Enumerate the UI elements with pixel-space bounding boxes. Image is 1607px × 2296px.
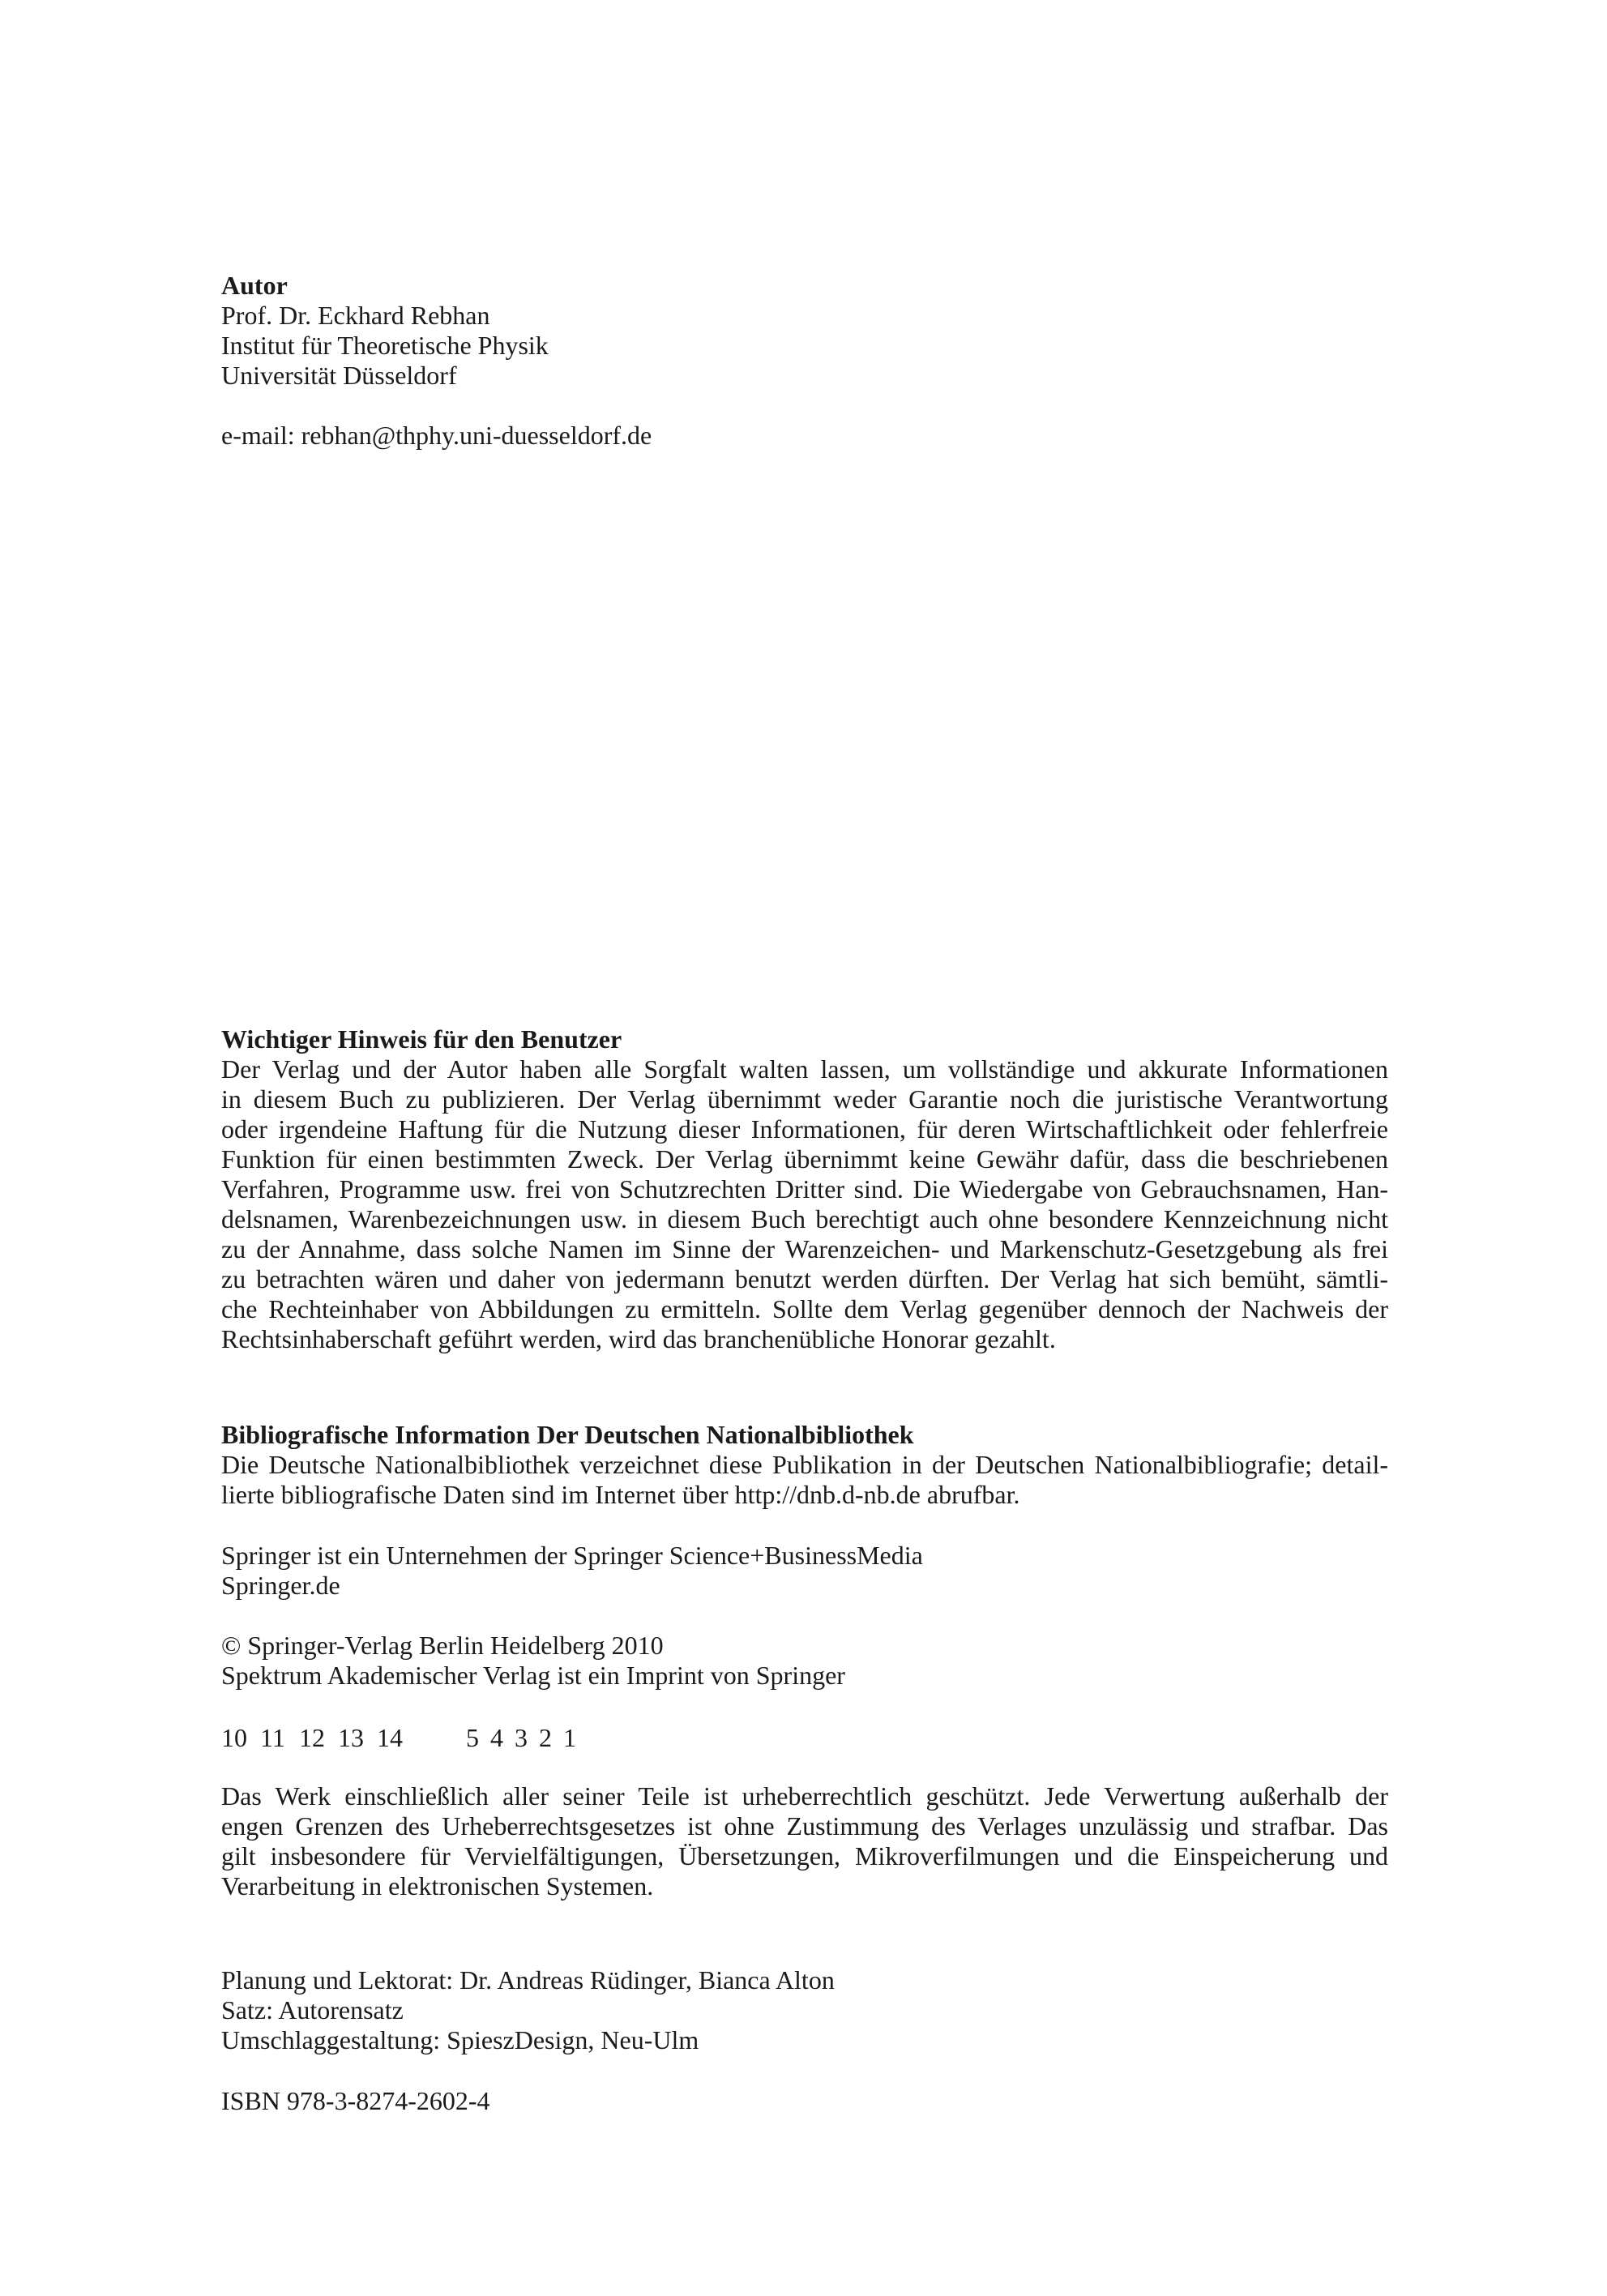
- notice-line: oder irgendeine Haftung für die Nutzung dieser Informationen, für deren Wirtschaftlichkeit oder fehlerfreie: [221, 1114, 1388, 1144]
- printing-year: 13: [338, 1723, 364, 1752]
- notice-line: delsnamen, Warenbezeichnungen usw. in diesem Buch berechtigt auch ohne besondere Kennzeichnung nicht: [221, 1204, 1388, 1234]
- printing-impression: 4: [490, 1723, 503, 1752]
- author-email: e-mail: rebhan@thphy.uni-duesseldorf.de: [221, 421, 652, 450]
- notice-line: Der Verlag und der Autor haben alle Sorgfalt walten lassen, um vollständige und akkurate Informationen: [221, 1054, 1388, 1084]
- notice-line: Funktion für einen bestimmten Zweck. Der Verlag übernimmt keine Gewähr dafür, dass die beschriebenen: [221, 1144, 1388, 1174]
- user-notice-section: [221, 1024, 1388, 1354]
- printing-impression: 1: [563, 1723, 576, 1752]
- publisher-section: [221, 1541, 1388, 1601]
- printing-numbers: [221, 1723, 1388, 1753]
- author-university: Universität Düsseldorf: [221, 361, 457, 390]
- printing-year: 14: [377, 1723, 403, 1752]
- publisher-line: Springer ist ein Unternehmen der Springer Science+BusinessMedia: [221, 1541, 923, 1570]
- rights-line: gilt insbesondere für Vervielfältigungen, Übersetzungen, Mikroverfilmungen und die Einspeicherung und: [221, 1841, 1388, 1871]
- notice-line: zu der Annahme, dass solche Namen im Sinne der Warenzeichen- und Markenschutz-Gesetzgebung als frei: [221, 1234, 1388, 1263]
- imprint-line: Spektrum Akademischer Verlag ist ein Imprint von Springer: [221, 1661, 845, 1690]
- notice-line: Verfahren, Programme usw. frei von Schutzrechten Dritter sind. Die Wiedergabe von Gebrauchsnamen, Han-: [221, 1174, 1388, 1204]
- printing-year: 12: [299, 1723, 325, 1752]
- rights-line: Verarbeitung in elektronischen Systemen.: [221, 1871, 654, 1901]
- author-section: [221, 271, 1388, 451]
- notice-line: che Rechteinhaber von Abbildungen zu ermitteln. Sollte dem Verlag gegenüber dennoch der Nachweis der: [221, 1294, 1388, 1323]
- typesetting-credit: Satz: Autorensatz: [221, 1995, 404, 2024]
- bibliography-line: Die Deutsche Nationalbibliothek verzeichnet diese Publikation in der Deutschen Nationalbibliografie; detail-: [221, 1450, 1388, 1479]
- notice-line: in diesem Buch zu publizieren. Der Verlag übernimmt weder Garantie noch die juristische Verantwortung: [221, 1084, 1388, 1114]
- bibliography-section: [221, 1420, 1388, 1510]
- copyright-section: [221, 1631, 1388, 1691]
- printing-impression: 2: [539, 1723, 552, 1752]
- printing-year: 11: [260, 1723, 285, 1752]
- rights-line: engen Grenzen des Urheberrechtsgesetzes ist ohne Zustimmung des Verlages unzulässig und strafbar. Das: [221, 1811, 1388, 1841]
- bibliography-line: lierte bibliografische Daten sind im Internet über http://dnb.d-nb.de abrufbar.: [221, 1480, 1020, 1509]
- copyright-line: © Springer-Verlag Berlin Heidelberg 2010: [221, 1631, 664, 1660]
- author-name: Prof. Dr. Eckhard Rebhan: [221, 301, 490, 330]
- notice-line: Rechtsinhaberschaft geführt werden, wird das branchenübliche Honorar gezahlt.: [221, 1324, 1056, 1353]
- bibliography-heading: Bibliografische Information Der Deutschen Nationalbibliothek: [221, 1420, 914, 1449]
- cover-credit: Umschlaggestaltung: SpieszDesign, Neu-Ulm: [221, 2025, 699, 2054]
- author-heading: Autor: [221, 271, 288, 300]
- printing-impression: 3: [515, 1723, 528, 1752]
- author-institute: Institut für Theoretische Physik: [221, 331, 549, 360]
- notice-heading: Wichtiger Hinweis für den Benutzer: [221, 1024, 622, 1054]
- credits-section: [221, 1965, 1388, 2055]
- rights-line: Das Werk einschließlich aller seiner Teile ist urheberrechtlich geschützt. Jede Verwertung außerhalb der: [221, 1781, 1388, 1811]
- notice-line: zu betrachten wären und daher von jedermann benutzt werden dürften. Der Verlag hat sich bemüht, sämtli-: [221, 1264, 1388, 1293]
- publisher-website: Springer.de: [221, 1571, 340, 1600]
- printing-impression: 5: [466, 1723, 479, 1752]
- isbn: ISBN 978-3-8274-2602-4: [221, 2086, 490, 2115]
- printing-year: 10: [221, 1723, 247, 1752]
- isbn-section: [221, 2086, 1388, 2116]
- planning-credit: Planung und Lektorat: Dr. Andreas Rüdinger, Bianca Alton: [221, 1965, 835, 1995]
- rights-section: [221, 1781, 1388, 1901]
